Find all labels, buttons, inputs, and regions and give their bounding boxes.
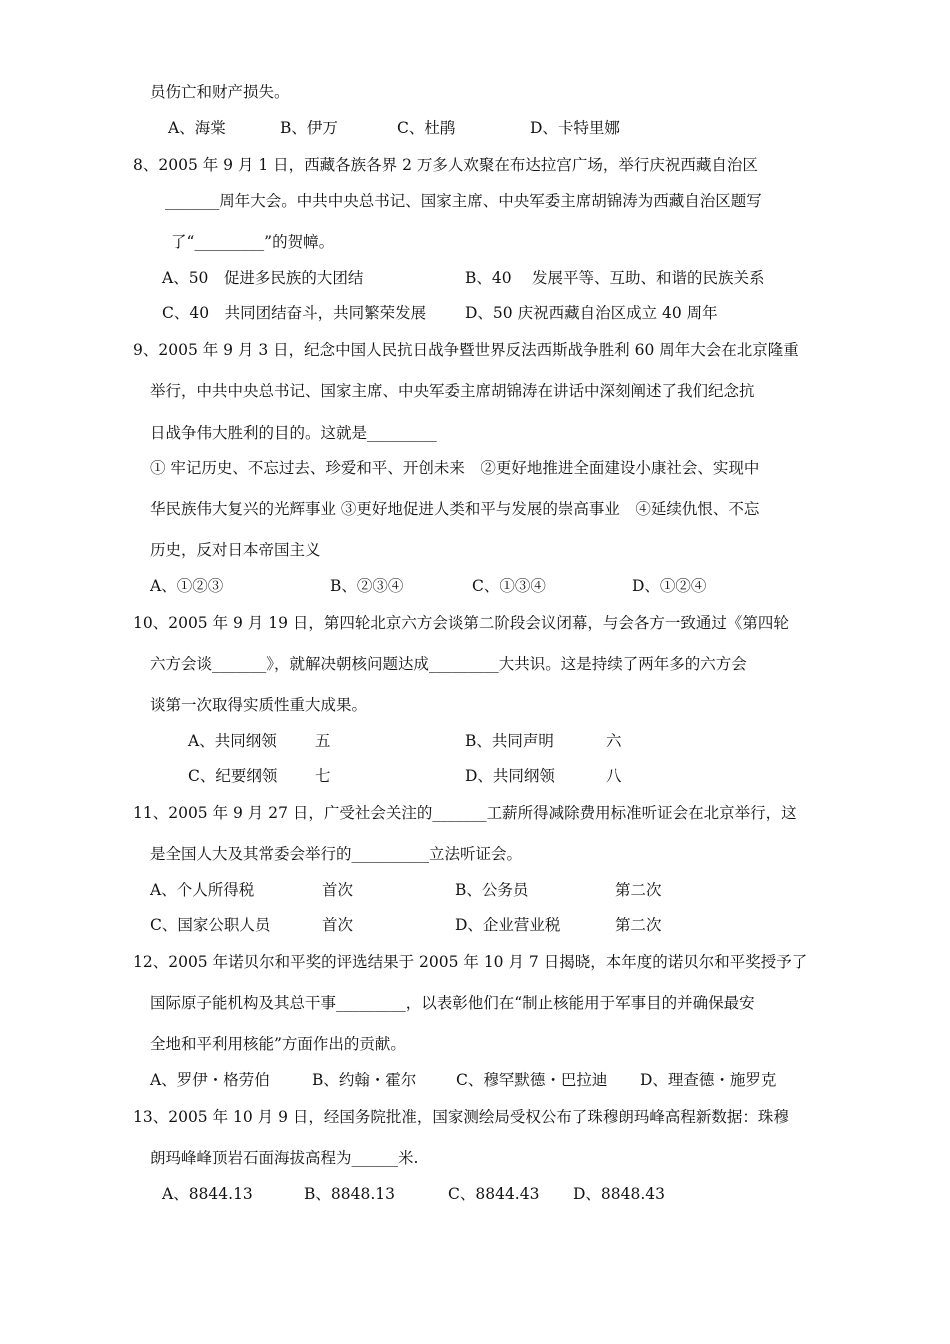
- q10-option-b-number: 六: [606, 732, 622, 750]
- q10-option-b: B、共同声明: [465, 732, 554, 750]
- q10-option-a: A、共同纲领: [188, 732, 277, 750]
- q11-option-a-detail: 首次: [322, 881, 354, 899]
- q13-option-a: A、8844.13: [162, 1185, 253, 1203]
- q9-option-b: B、②③④: [330, 577, 404, 595]
- q12-stem-line-1: 12、2005 年诺贝尔和平奖的评选结果于 2005 年 10 月 7 日揭晓，本年度的诺贝尔和平奖授予了: [133, 953, 808, 971]
- q11-option-d-detail: 第二次: [615, 916, 662, 934]
- q9-option-c: C、①③④: [472, 577, 546, 595]
- q9-option-a: A、①②③: [150, 577, 224, 595]
- q8-option-a: A、50 促进多民族的大团结: [162, 269, 364, 287]
- q9-option-d: D、①②④: [632, 577, 707, 595]
- q10-stem-line-2: 六方会谈_______》，就解决朝核问题达成_________大共识。这是持续了两年多的六方会: [150, 655, 747, 673]
- q11-option-b-detail: 第二次: [615, 881, 662, 899]
- q13-stem-line-1: 13、2005 年 10 月 9 日，经国务院批准，国家测绘局受权公布了珠穆朗玛峰高程新数据：珠穆: [133, 1108, 789, 1126]
- q9-statement-line-2: 华民族伟大复兴的光辉事业 ③更好地促进人类和平与发展的崇高事业 ④延续仇恨、不忘: [150, 500, 760, 518]
- q9-statement-line-3: 历史，反对日本帝国主义: [150, 541, 321, 559]
- q11-option-c-detail: 首次: [322, 916, 354, 934]
- q11-option-d: D、企业营业税: [455, 916, 561, 934]
- q8-option-c: C、40 共同团结奋斗，共同繁荣发展: [162, 304, 427, 322]
- q10-option-d-number: 八: [606, 767, 622, 785]
- q9-stem-line-1: 9、2005 年 9 月 3 日，纪念中国人民抗日战争暨世界反法西斯战争胜利 60 周年大会在北京隆重: [133, 341, 799, 359]
- q8-option-b: B、40 发展平等、互助、和谐的民族关系: [465, 269, 765, 287]
- q8-stem-line-3: 了“_________”的贺幛。: [171, 233, 335, 251]
- q10-option-c: C、纪要纲领: [188, 767, 278, 785]
- q13-stem-line-2: 朗玛峰峰顶岩石面海拔高程为______米.: [150, 1149, 419, 1167]
- q10-stem-line-3: 谈第一次取得实质性重大成果。: [150, 696, 368, 714]
- q10-stem-line-1: 10、2005 年 9 月 19 日，第四轮北京六方会谈第二阶段会议闭幕，与会各方一致通过《第四轮: [133, 614, 789, 632]
- q7-tail-text: 员伤亡和财产损失。: [150, 83, 290, 101]
- q10-option-c-number: 七: [315, 767, 331, 785]
- q8-stem-line-2: _______周年大会。中共中央总书记、国家主席、中央军委主席胡锦涛为西藏自治区题写: [165, 192, 762, 210]
- q11-stem-line-1: 11、2005 年 9 月 27 日，广受社会关注的_______工薪所得减除费用标准听证会在北京举行，这: [133, 804, 797, 822]
- q7-option-a: A、海棠: [168, 119, 226, 137]
- q11-option-c: C、国家公职人员: [150, 916, 271, 934]
- q12-option-d: D、理查德・施罗克: [640, 1071, 777, 1089]
- q12-option-c: C、穆罕默德・巴拉迪: [456, 1071, 608, 1089]
- q12-option-a: A、罗伊・格劳伯: [150, 1071, 270, 1089]
- q7-option-b: B、伊万: [280, 119, 338, 137]
- q9-stem-line-3: 日战争伟大胜利的目的。这就是_________: [150, 424, 437, 442]
- q10-option-d: D、共同纲领: [465, 767, 555, 785]
- q7-option-c: C、杜鹃: [397, 119, 456, 137]
- q9-stem-line-2: 举行，中共中央总书记、国家主席、中央军委主席胡锦涛在讲话中深刻阐述了我们纪念抗: [150, 382, 755, 400]
- q13-option-c: C、8844.43: [448, 1185, 540, 1203]
- q9-statement-line-1: ① 牢记历史、不忘过去、珍爱和平、开创未来 ②更好地推进全面建设小康社会、实现中: [150, 459, 760, 477]
- q13-option-d: D、8848.43: [573, 1185, 666, 1203]
- q11-option-b: B、公务员: [455, 881, 529, 899]
- q12-option-b: B、约翰・霍尔: [312, 1071, 417, 1089]
- q12-stem-line-2: 国际原子能机构及其总干事_________，以表彰他们在“制止核能用于军事目的并确保最安: [150, 994, 755, 1012]
- q13-option-b: B、8848.13: [304, 1185, 395, 1203]
- q11-stem-line-2: 是全国人大及其常委会举行的__________立法听证会。: [150, 845, 523, 863]
- q8-option-d: D、50 庆祝西藏自治区成立 40 周年: [465, 304, 718, 322]
- q11-option-a: A、个人所得税: [150, 881, 255, 899]
- q8-stem-line-1: 8、2005 年 9 月 1 日，西藏各族各界 2 万多人欢聚在布达拉宫广场，举行庆祝西藏自治区: [133, 156, 758, 174]
- q7-option-d: D、卡特里娜: [530, 119, 620, 137]
- q12-stem-line-3: 全地和平利用核能”方面作出的贡献。: [150, 1035, 406, 1053]
- q10-option-a-number: 五: [315, 732, 331, 750]
